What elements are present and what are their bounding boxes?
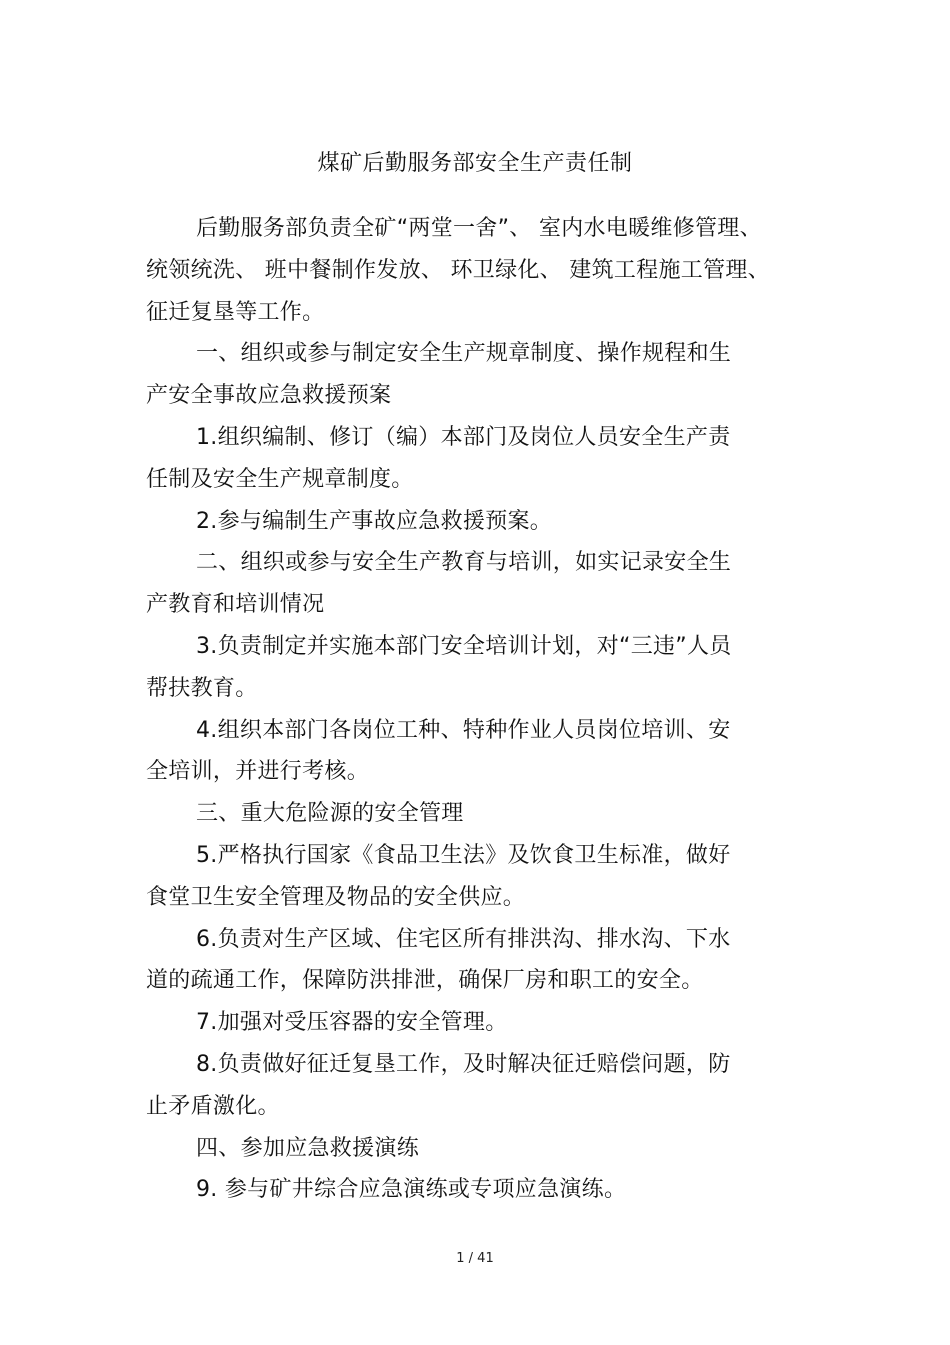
section-heading-1: 一、组织或参与制定安全生产规章制度、操作规程和生 产安全事故应急救援预案 (146, 341, 732, 409)
list-item-5: 5.严格执行国家《食品卫生法》及饮食卫生标准，做好 食堂卫生安全管理及物品的安全供应。 (146, 842, 731, 910)
list-item-2: 2.参与编制生产事故应急救援预案。 (196, 508, 553, 534)
section-heading-4: 四、参加应急救援演练 (196, 1135, 420, 1161)
section-heading-2: 二、组织或参与安全生产教育与培训，如实记录安全生 产教育和培训情况 (146, 550, 732, 618)
list-item-6: 6.负责对生产区域、住宅区所有排洪沟、排水沟、下水 道的疏通工作，保障防洪排泄，确保厂房和职工的安全。 (146, 926, 731, 994)
page-number: 1 / 41 (456, 1251, 494, 1266)
paragraph-intro: 后勤服务部负责全矿“两堂一舍”、 室内水电暖维修管理、 统领统洗、 班中餐制作发放、 环卫绿化、 建筑工程施工管理、 征迁复垦等工作。 (146, 216, 770, 325)
list-item-4: 4.组织本部门各岗位工种、特种作业人员岗位培训、安 全培训，并进行考核。 (146, 717, 731, 785)
list-item-7: 7.加强对受压容器的安全管理。 (196, 1010, 508, 1036)
list-item-9: 9. 参与矿井综合应急演练或专项应急演练。 (196, 1177, 627, 1203)
list-item-3: 3.负责制定并实施本部门安全培训计划，对“三违”人员 帮扶教育。 (146, 633, 732, 701)
list-item-1: 1.组织编制、修订（编）本部门及岗位人员安全生产责 任制及安全生产规章制度。 (146, 424, 731, 492)
list-item-8: 8.负责做好征迁复垦工作，及时解决征迁赔偿问题，防 止矛盾激化。 (146, 1051, 731, 1119)
section-heading-3: 三、重大危险源的安全管理 (196, 801, 464, 827)
document-title: 煤矿后勤服务部安全生产责任制 (317, 151, 633, 176)
document-body (146, 208, 796, 1211)
